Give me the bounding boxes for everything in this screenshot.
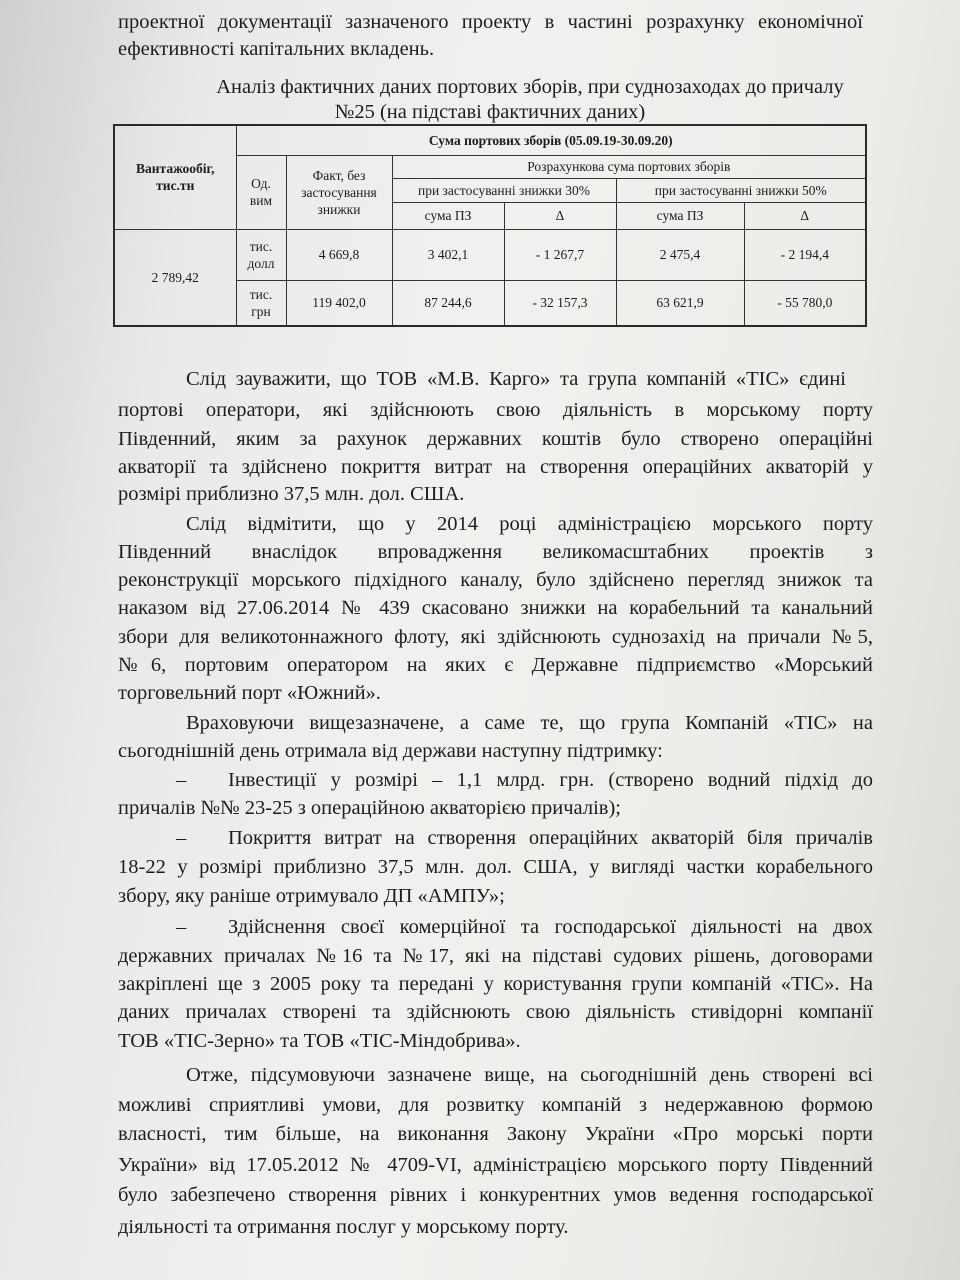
paragraph-line: Південний внаслідок впровадження великомасштабних проектів з — [118, 541, 873, 563]
header-sum: Сума портових зборів (05.09.19-30.09.20) — [236, 125, 866, 156]
pz50-cell: 2 475,4 — [616, 229, 744, 280]
paragraph-line: України» від 17.05.2012 № 4709-VI, адміністрацією морського порту Південний — [118, 1154, 873, 1176]
header-pz: сума ПЗ — [616, 203, 744, 230]
paragraph-line: Враховуючи вищезазначене, а саме те, що група Компаній «ТІС» на — [186, 712, 873, 734]
delta50-cell: - 2 194,4 — [744, 229, 866, 280]
paragraph-line: акваторії та здійснено покриття витрат на створення операційних акваторій у — [118, 456, 873, 478]
bullet-line: збору, яку раніше отримувало ДП «АМПУ»; — [118, 885, 505, 907]
unit-cell: тис. грн — [236, 280, 286, 326]
delta30-cell: - 1 267,7 — [504, 229, 616, 280]
table-title: №25 (на підставі фактичних даних) — [334, 101, 646, 123]
paragraph-line: №6, портовим оператором на яких є Державне підприємство «Морський — [118, 654, 873, 676]
bullet-line: ТОВ «ТІС-Зерно» та ТОВ «ТІС-Міндобрива». — [118, 1030, 521, 1052]
paragraph-line: розмірі приблизно 37,5 млн. дол. США. — [118, 483, 465, 505]
bullet-line: державних причалах №16 та №17, які на підставі судових рішень, договорами — [118, 945, 873, 967]
bullet-dash: – — [176, 916, 187, 938]
paragraph-line: власності, тим більше, на виконання Закону України «Про морські порти — [118, 1123, 873, 1145]
paragraph-line: сьогоднішній день отримала від держави наступну підтримку: — [118, 740, 663, 762]
intro-line: проектної документації зазначеного проекту в частині розрахунку економічної — [118, 11, 863, 33]
fact-cell: 119 402,0 — [286, 280, 392, 326]
table-title: Аналіз фактичних даних портових зборів, при суднозаходах до причалу — [216, 76, 844, 98]
unit-cell: тис. долл — [236, 229, 286, 280]
paragraph-line: портові оператори, які здійснюють свою діяльність в морському порту — [118, 399, 873, 421]
delta30-cell: - 32 157,3 — [504, 280, 616, 326]
header-calc: Розрахункова сума портових зборів — [392, 156, 866, 178]
bullet-line: 18-22 у розмірі приблизно 37,5 млн. дол. США, у вигляді частки корабельного — [118, 856, 873, 878]
bullet-dash: – — [176, 827, 187, 849]
fact-cell: 4 669,8 — [286, 229, 392, 280]
bullet-line: Інвестиції у розмірі – 1,1 млрд. грн. (створено водний підхід до — [228, 769, 873, 791]
header-delta: Δ — [504, 203, 616, 230]
header-discount-30: при застосуванні знижки 30% — [392, 178, 616, 202]
paragraph-line: Слід відмітити, що у 2014 році адміністрацією морського порту — [186, 513, 873, 535]
header-unit: Од. вим — [236, 156, 286, 229]
bullet-line: Здійснення своєї комерційної та господарської діяльності на двох — [228, 916, 873, 938]
paragraph-line: діяльності та отримання послуг у морському порту. — [118, 1216, 569, 1238]
bullet-line: причалів №№ 23-25 з операційною акваторією причалів); — [118, 797, 621, 819]
cargo-value: 2 789,42 — [114, 229, 236, 326]
header-pz: сума ПЗ — [392, 203, 504, 230]
bullet-line: даних причалах створені та здійснюють свою діяльність стивідорні компанії — [118, 1001, 873, 1023]
paragraph-line: Отже, підсумовуючи зазначене вище, на сьогоднішній день створені всі — [186, 1064, 873, 1086]
pz30-cell: 3 402,1 — [392, 229, 504, 280]
paragraph-line: наказом від 27.06.2014 № 439 скасовано знижки на корабельний та канальний — [118, 597, 873, 619]
bullet-line: Покриття витрат на створення операційних акваторій біля причалів — [228, 827, 873, 849]
port-fees-table — [113, 124, 867, 327]
header-delta: Δ — [744, 203, 866, 230]
paragraph-line: торговельний порт «Южний». — [118, 682, 381, 704]
intro-line: ефективності капітальних вкладень. — [118, 38, 435, 60]
paragraph-line: реконструкції морського підхідного каналу, було здійснено перегляд знижок та — [118, 569, 873, 591]
bullet-dash: – — [176, 769, 187, 791]
delta50-cell: - 55 780,0 — [744, 280, 866, 326]
paragraph-line: Південний, яким за рахунок державних коштів було створено операційні — [118, 428, 873, 450]
header-cargo: Вантажообіг, тис.тн — [114, 125, 236, 229]
header-fact: Факт, без застосування знижки — [286, 156, 392, 229]
header-discount-50: при застосуванні знижки 50% — [616, 178, 866, 202]
paragraph-line: Слід зауважити, що ТОВ «М.В. Карго» та група компаній «ТІС» єдині — [186, 368, 846, 390]
bullet-line: закріплені ще з 2005 року та передані у користування групи компаній «ТІС». На — [118, 973, 873, 995]
paragraph-line: можливі сприятливі умови, для розвитку компаній з недержавною формою — [118, 1094, 873, 1116]
pz50-cell: 63 621,9 — [616, 280, 744, 326]
pz30-cell: 87 244,6 — [392, 280, 504, 326]
paragraph-line: було забезпечено створення рівних і конкурентних умов ведення господарської — [118, 1184, 873, 1206]
paragraph-line: збори для великотоннажного флоту, які здійснюють суднозахід на причали №5, — [118, 626, 873, 648]
